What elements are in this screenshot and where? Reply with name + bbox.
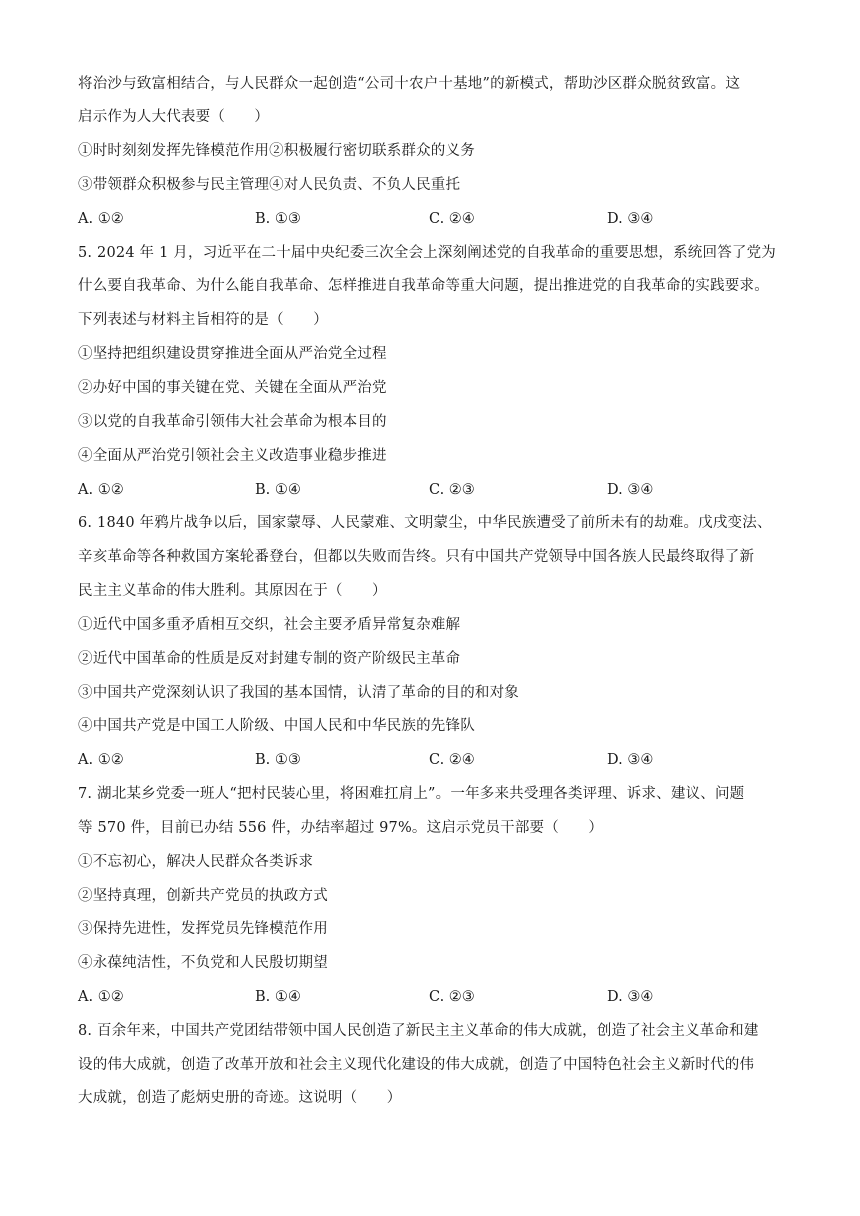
q7-option-b[interactable]: B. ①④: [255, 989, 301, 1005]
q7-option-c[interactable]: C. ②③: [429, 989, 475, 1005]
q4-options: [78, 209, 790, 229]
q7-statement-line: ④永葆纯洁性，不负党和人民殷切期望: [78, 955, 328, 971]
q6-option-a[interactable]: A. ①②: [78, 752, 124, 768]
q6-statement-line: ③中国共产党深刻认识了我国的基本国情，认清了革命的目的和对象: [78, 685, 519, 701]
q4-statement-line: ③带领群众积极参与民主管理④对人民负责、不负人民重托: [78, 177, 461, 193]
q8-stem-line: 设的伟大成就，创造了改革开放和社会主义现代化建设的伟大成就，创造了中国特色社会主义新时代的伟: [78, 1057, 755, 1073]
q4-option-b[interactable]: B. ①③: [255, 211, 301, 227]
q5-statement-line: ②办好中国的事关键在党、关键在全面从严治党: [78, 380, 387, 396]
q4-statement-line: ①时时刻刻发挥先锋模范作用②积极履行密切联系群众的义务: [78, 143, 475, 159]
q5-option-d[interactable]: D. ③④: [607, 482, 654, 498]
q5-option-a[interactable]: A. ①②: [78, 482, 124, 498]
q5-statement-line: ①坚持把组织建设贯穿推进全面从严治党全过程: [78, 346, 387, 362]
q7-option-d[interactable]: D. ③④: [607, 989, 654, 1005]
q8-stem-line: 8. 百余年来，中国共产党团结带领中国人民创造了新民主主义革命的伟大成就，创造了社会主义革命和建: [78, 1023, 759, 1039]
q4-stem-line: 启示作为人大代表要（ ）: [78, 109, 270, 125]
q5-statement-line: ④全面从严治党引领社会主义改造事业稳步推进: [78, 448, 387, 464]
q7-stem-line: 等 570 件，目前已办结 556 件，办结率超过 97%。这启示党员干部要（ ）: [78, 820, 604, 836]
q6-stem-line: 6. 1840 年鸦片战争以后，国家蒙辱、人民蒙难、文明蒙尘，中华民族遭受了前所未有的劫难。戊戌变法、: [78, 515, 772, 531]
q6-stem-line: 辛亥革命等各种救国方案轮番登台，但都以失败而告终。只有中国共产党领导中国各族人民最终取得了新: [78, 549, 755, 565]
q6-options: [78, 750, 790, 770]
q5-stem-line: 5. 2024 年 1 月，习近平在二十届中央纪委三次全会上深刻阐述党的自我革命的重要思想，系统回答了党为: [78, 245, 776, 261]
q4-option-a[interactable]: A. ①②: [78, 211, 124, 227]
q6-option-d[interactable]: D. ③④: [607, 752, 654, 768]
q6-option-b[interactable]: B. ①③: [255, 752, 301, 768]
q4-stem-line: 将治沙与致富相结合，与人民群众一起创造“公司十农户十基地”的新模式，帮助沙区群众脱贫致富。这: [78, 76, 741, 92]
q5-stem-line: 什么要自我革命、为什么能自我革命、怎样推进自我革命等重大问题，提出推进党的自我革命的实践要求。: [78, 278, 769, 294]
q6-statement-line: ④中国共产党是中国工人阶级、中国人民和中华民族的先锋队: [78, 718, 475, 734]
q6-statement-line: ②近代中国革命的性质是反对封建专制的资产阶级民主革命: [78, 651, 461, 667]
q8-stem-line: 大成就，创造了彪炳史册的奇迹。这说明（ ）: [78, 1090, 402, 1106]
q4-option-d[interactable]: D. ③④: [607, 211, 654, 227]
q5-option-b[interactable]: B. ①④: [255, 482, 301, 498]
q7-statement-line: ③保持先进性，发挥党员先锋模范作用: [78, 921, 328, 937]
q5-statement-line: ③以党的自我革命引领伟大社会革命为根本目的: [78, 414, 387, 430]
q5-stem-line: 下列表述与材料主旨相符的是（ ）: [78, 312, 328, 328]
q7-statement-line: ②坚持真理，创新共产党员的执政方式: [78, 888, 328, 904]
q7-stem-line: 7. 湖北某乡党委一班人“把村民装心里，将困难扛肩上”。一年多来共受理各类评理、诉求、建议、问题: [78, 786, 745, 802]
q7-options: [78, 987, 790, 1007]
q7-option-a[interactable]: A. ①②: [78, 989, 124, 1005]
q4-option-c[interactable]: C. ②④: [429, 211, 475, 227]
q6-stem-line: 民主主义革命的伟大胜利。其原因在于（ ）: [78, 583, 387, 599]
q5-options: [78, 480, 790, 500]
q5-option-c[interactable]: C. ②③: [429, 482, 475, 498]
q6-option-c[interactable]: C. ②④: [429, 752, 475, 768]
q6-statement-line: ①近代中国多重矛盾相互交织，社会主要矛盾异常复杂难解: [78, 617, 461, 633]
q7-statement-line: ①不忘初心，解决人民群众各类诉求: [78, 854, 314, 870]
